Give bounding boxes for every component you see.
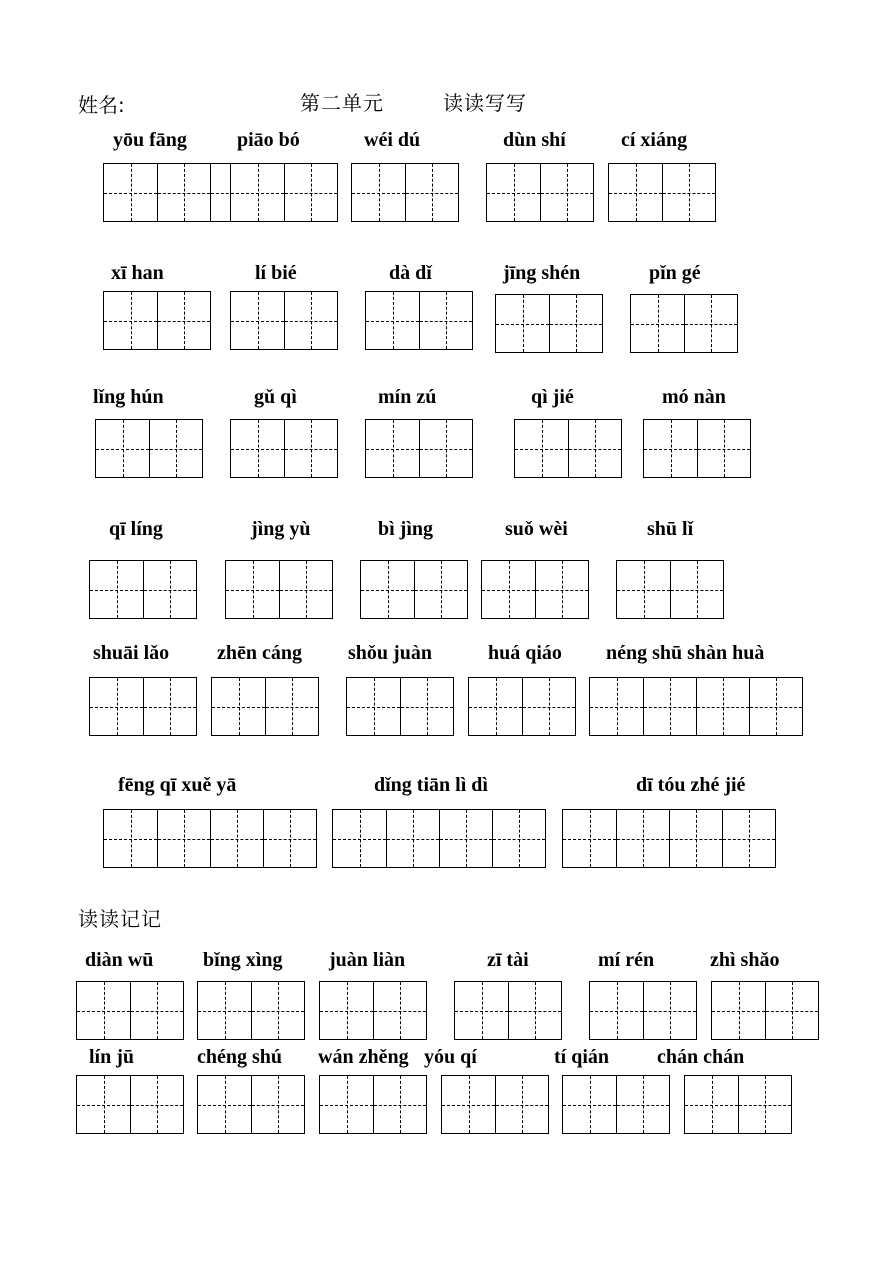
tianzige-grid — [319, 1075, 427, 1134]
pinyin-label: lín jū — [89, 1046, 135, 1068]
writing-cell — [522, 678, 575, 735]
writing-cell — [104, 292, 157, 349]
pinyin-label: zī tài — [487, 949, 529, 971]
tianzige-grid — [225, 560, 333, 619]
writing-cell — [496, 295, 549, 352]
writing-cell — [373, 982, 426, 1039]
writing-cell — [212, 678, 265, 735]
tianzige-grid — [454, 981, 562, 1040]
tianzige-grid — [197, 1075, 305, 1134]
pinyin-label: huá qiáo — [488, 642, 562, 664]
pinyin-label: mó nàn — [662, 386, 726, 408]
tianzige-grid — [495, 294, 603, 353]
pinyin-label: tí qián — [554, 1046, 610, 1068]
writing-cell — [455, 982, 508, 1039]
writing-cell — [284, 292, 337, 349]
writing-cell — [684, 295, 737, 352]
writing-cell — [284, 164, 337, 221]
writing-cell — [263, 810, 316, 867]
writing-cell — [352, 164, 405, 221]
writing-cell — [643, 982, 696, 1039]
pinyin-label: néng shū shàn huà — [606, 642, 765, 664]
pinyin-label: zhēn cáng — [217, 642, 302, 664]
pinyin-label: lí bié — [255, 262, 297, 284]
writing-cell — [540, 164, 593, 221]
pinyin-label: shǒu juàn — [348, 642, 432, 664]
tianzige-grid — [230, 291, 338, 350]
writing-cell — [495, 1076, 548, 1133]
writing-cell — [77, 1076, 130, 1133]
writing-cell — [697, 420, 750, 477]
pinyin-label: shū lǐ — [647, 518, 694, 540]
pinyin-label: qì jié — [531, 386, 574, 408]
writing-cell — [482, 561, 535, 618]
writing-cell — [722, 810, 775, 867]
writing-cell — [90, 561, 143, 618]
writing-cell — [130, 1076, 183, 1133]
tianzige-grid — [441, 1075, 549, 1134]
writing-cell — [279, 561, 332, 618]
writing-cell — [198, 982, 251, 1039]
writing-cell — [320, 982, 373, 1039]
writing-cell — [104, 164, 157, 221]
writing-cell — [631, 295, 684, 352]
pinyin-label: zhì shǎo — [710, 949, 780, 971]
writing-cell — [104, 810, 157, 867]
pinyin-label: juàn liàn — [329, 949, 406, 971]
tianzige-grid — [589, 981, 697, 1040]
writing-cell — [515, 420, 568, 477]
writing-cell — [284, 420, 337, 477]
tianzige-grid — [197, 981, 305, 1040]
writing-cell — [414, 561, 467, 618]
writing-cell — [157, 292, 210, 349]
pinyin-label: wán zhěng — [318, 1046, 409, 1068]
pinyin-label: qī líng — [109, 518, 163, 540]
tianzige-grid — [643, 419, 751, 478]
tianzige-grid — [365, 419, 473, 478]
writing-cell — [157, 164, 210, 221]
writing-cell — [469, 678, 522, 735]
writing-cell — [90, 678, 143, 735]
pinyin-label: yóu qí — [424, 1046, 477, 1068]
pinyin-label: dǐng tiān lì dì — [374, 774, 488, 796]
writing-cell — [143, 561, 196, 618]
tianzige-grid — [684, 1075, 792, 1134]
tianzige-grid — [95, 419, 203, 478]
tianzige-grid — [76, 1075, 184, 1134]
tianzige-grid — [351, 163, 459, 222]
tianzige-grid — [486, 163, 594, 222]
writing-cell — [366, 292, 419, 349]
writing-cell — [366, 420, 419, 477]
writing-cell — [442, 1076, 495, 1133]
tianzige-grid — [230, 419, 338, 478]
pinyin-label: chéng shú — [197, 1046, 283, 1068]
writing-cell — [130, 982, 183, 1039]
writing-cell — [251, 982, 304, 1039]
writing-cell — [77, 982, 130, 1039]
tianzige-grid — [481, 560, 589, 619]
writing-cell — [386, 810, 439, 867]
writing-cell — [765, 982, 818, 1039]
tianzige-grid — [608, 163, 716, 222]
writing-cell — [535, 561, 588, 618]
writing-cell — [419, 420, 472, 477]
writing-cell — [210, 810, 263, 867]
tianzige-grid — [589, 677, 803, 736]
unit-title: 第二单元 — [300, 91, 384, 115]
pinyin-label: xī han — [111, 262, 164, 284]
writing-cell — [251, 1076, 304, 1133]
writing-cell — [563, 810, 616, 867]
writing-cell — [361, 561, 414, 618]
tianzige-grid — [562, 809, 776, 868]
pinyin-label: chán chán — [657, 1046, 745, 1068]
pinyin-label: mí rén — [598, 949, 655, 971]
writing-cell — [96, 420, 149, 477]
writing-cell — [373, 1076, 426, 1133]
writing-cell — [609, 164, 662, 221]
pinyin-label: diàn wū — [85, 949, 154, 971]
pinyin-label: dà dǐ — [389, 262, 432, 284]
writing-cell — [568, 420, 621, 477]
writing-cell — [508, 982, 561, 1039]
pinyin-label: bǐng xìng — [203, 949, 283, 971]
writing-cell — [738, 1076, 791, 1133]
writing-cell — [549, 295, 602, 352]
tianzige-grid — [230, 163, 338, 222]
writing-cell — [563, 1076, 616, 1133]
pinyin-label: piāo bó — [237, 129, 300, 151]
writing-cell — [696, 678, 749, 735]
tianzige-grid — [616, 560, 724, 619]
writing-cell — [492, 810, 545, 867]
writing-cell — [157, 810, 210, 867]
tianzige-grid — [89, 560, 197, 619]
tianzige-grid — [346, 677, 454, 736]
writing-cell — [231, 420, 284, 477]
tianzige-grid — [562, 1075, 670, 1134]
writing-cell — [670, 561, 723, 618]
tianzige-grid — [211, 677, 319, 736]
writing-cell — [669, 810, 722, 867]
section-title-read-write: 读读写写 — [443, 91, 527, 115]
pinyin-label: dùn shí — [503, 129, 566, 151]
writing-cell — [143, 678, 196, 735]
pinyin-label: cí xiáng — [621, 129, 688, 151]
tianzige-grid — [76, 981, 184, 1040]
pinyin-label: fēng qī xuě yā — [118, 774, 237, 796]
writing-cell — [617, 561, 670, 618]
writing-cell — [226, 561, 279, 618]
writing-cell — [419, 292, 472, 349]
writing-cell — [400, 678, 453, 735]
pinyin-label: yōu fāng — [113, 129, 187, 151]
writing-cell — [439, 810, 492, 867]
pinyin-label: suǒ wèi — [505, 518, 568, 540]
tianzige-grid — [468, 677, 576, 736]
writing-cell — [265, 678, 318, 735]
tianzige-grid — [103, 291, 211, 350]
writing-cell — [616, 810, 669, 867]
pinyin-label: wéi dú — [364, 129, 421, 151]
pinyin-label: mín zú — [378, 386, 437, 408]
writing-cell — [231, 164, 284, 221]
tianzige-grid — [103, 809, 317, 868]
pinyin-label: bì jìng — [378, 518, 434, 540]
writing-cell — [487, 164, 540, 221]
section-title-read-remember: 读读记记 — [78, 907, 162, 931]
tianzige-grid — [365, 291, 473, 350]
writing-cell — [198, 1076, 251, 1133]
writing-cell — [590, 678, 643, 735]
writing-cell — [616, 1076, 669, 1133]
pinyin-label: dī tóu zhé jié — [636, 774, 746, 796]
writing-cell — [643, 678, 696, 735]
tianzige-grid — [630, 294, 738, 353]
writing-cell — [320, 1076, 373, 1133]
writing-cell — [405, 164, 458, 221]
pinyin-label: lǐng hún — [93, 386, 164, 408]
tianzige-grid — [514, 419, 622, 478]
name-label: 姓名: — [78, 93, 125, 117]
writing-cell — [333, 810, 386, 867]
writing-cell — [347, 678, 400, 735]
tianzige-grid — [319, 981, 427, 1040]
tianzige-grid — [89, 677, 197, 736]
writing-cell — [662, 164, 715, 221]
writing-cell — [685, 1076, 738, 1133]
writing-cell — [149, 420, 202, 477]
tianzige-grid — [332, 809, 546, 868]
pinyin-label: jīng shén — [503, 262, 581, 284]
pinyin-label: pǐn gé — [649, 262, 701, 284]
tianzige-grid — [360, 560, 468, 619]
writing-cell — [590, 982, 643, 1039]
writing-cell — [644, 420, 697, 477]
pinyin-label: gǔ qì — [254, 386, 297, 408]
pinyin-label: shuāi lǎo — [93, 642, 170, 664]
writing-cell — [712, 982, 765, 1039]
tianzige-grid — [711, 981, 819, 1040]
writing-cell — [231, 292, 284, 349]
writing-cell — [749, 678, 802, 735]
pinyin-label: jìng yù — [251, 518, 311, 540]
